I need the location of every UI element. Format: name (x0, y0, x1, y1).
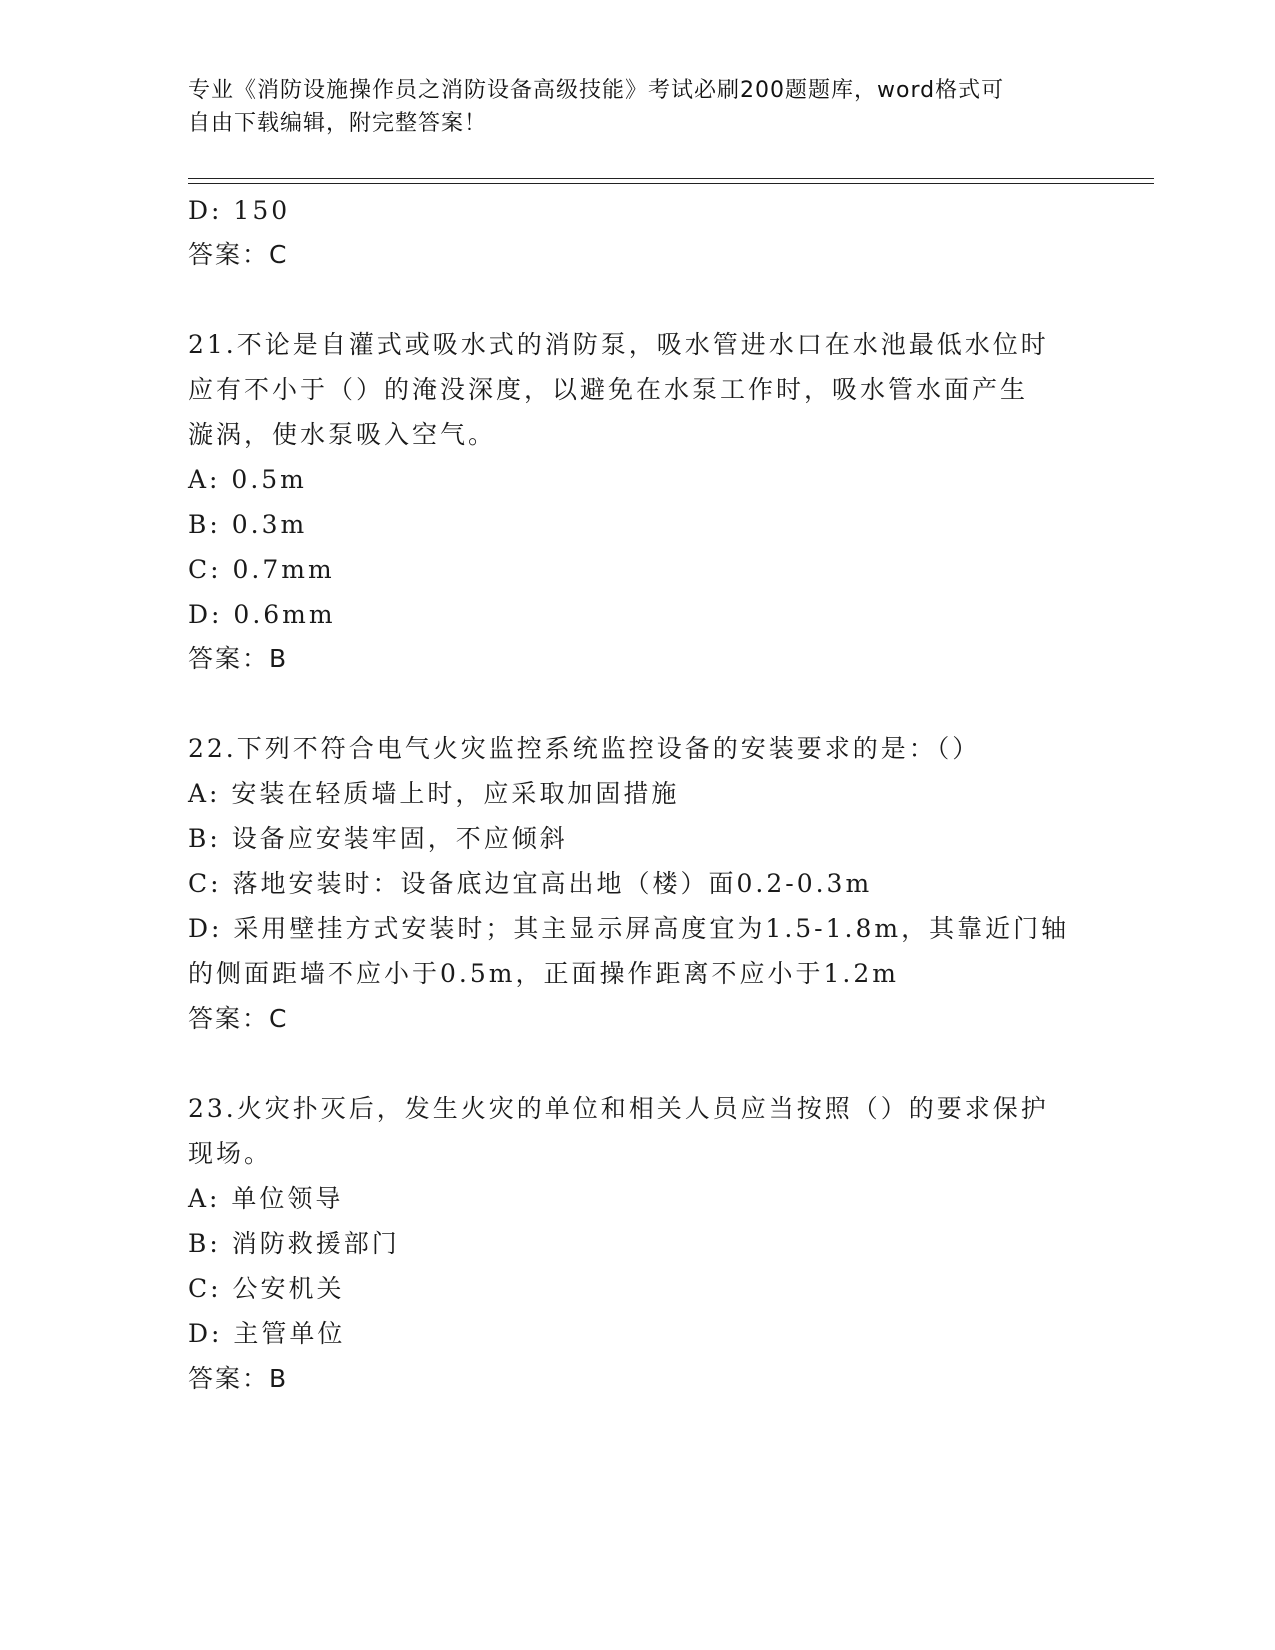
q23-answer: 答案：B (188, 1364, 289, 1393)
q21-option-a: A: 0.5m (188, 465, 307, 494)
q23-option-c: C: 公安机关 (188, 1274, 345, 1303)
prev-answer: 答案：C (188, 240, 289, 269)
q23-line-2: 现场。 (188, 1139, 273, 1168)
prev-option-d: D: 150 (188, 196, 291, 225)
q22-option-a: A: 安装在轻质墙上时，应采取加固措施 (188, 779, 680, 808)
q21-option-d: D: 0.6mm (188, 600, 336, 629)
q21-option-c: C: 0.7mm (188, 555, 335, 584)
header-line-1: 专业《消防设施操作员之消防设备高级技能》考试必刷200题题库，word格式可 (188, 78, 1005, 103)
header-divider-bottom (188, 183, 1154, 184)
q21-line-1: 21.不论是自灌式或吸水式的消防泵，吸水管进水口在水池最低水位时 (188, 330, 1049, 359)
q22-option-d-line-1: D: 采用壁挂方式安装时；其主显示屏高度宜为1.5-1.8m，其靠近门轴 (188, 914, 1070, 943)
q23-option-a: A: 单位领导 (188, 1184, 344, 1213)
q22-answer: 答案：C (188, 1004, 289, 1033)
q21-line-2: 应有不小于（）的淹没深度，以避免在水泵工作时，吸水管水面产生 (188, 375, 1029, 404)
page-header (188, 74, 1068, 140)
header-line-2: 自由下载编辑，附完整答案！ (188, 111, 488, 136)
q22-line-1: 22.下列不符合电气火灾监控系统监控设备的安装要求的是：（） (188, 734, 981, 763)
q23-option-b: B: 消防救援部门 (188, 1229, 400, 1258)
q23-line-1: 23.火灾扑灭后，发生火灾的单位和相关人员应当按照（）的要求保护 (188, 1094, 1049, 1123)
q22-option-b: B: 设备应安装牢固，不应倾斜 (188, 824, 568, 853)
q22-option-d-line-2: 的侧面距墙不应小于0.5m，正面操作距离不应小于1.2m (188, 959, 899, 988)
q21-answer: 答案：B (188, 644, 289, 673)
q21-line-3: 漩涡，使水泵吸入空气。 (188, 420, 497, 449)
header-divider-top (188, 178, 1154, 179)
q23-option-d: D: 主管单位 (188, 1319, 346, 1348)
q22-option-c: C: 落地安装时：设备底边宜高出地（楼）面0.2-0.3m (188, 869, 873, 898)
q21-option-b: B: 0.3m (188, 510, 308, 539)
